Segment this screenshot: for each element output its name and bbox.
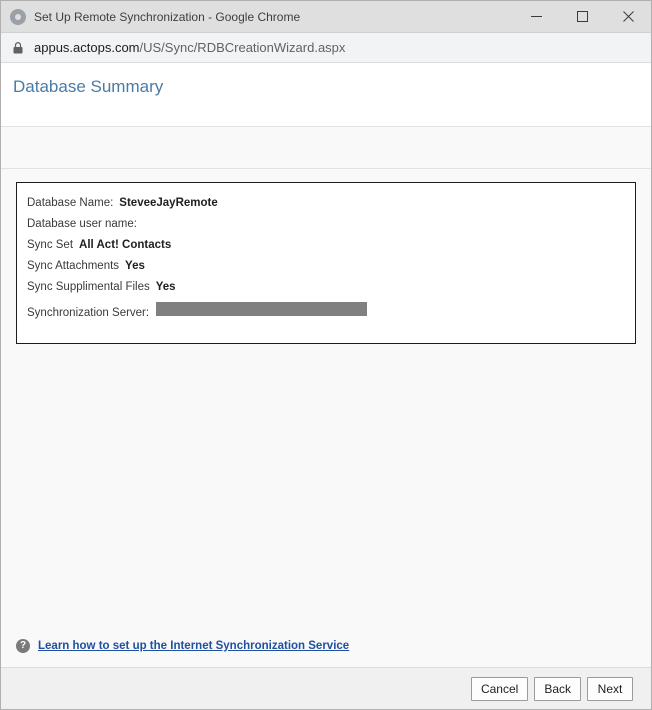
- summary-value: Yes: [125, 260, 145, 272]
- summary-label: Sync Set: [27, 239, 74, 251]
- page-title: Database Summary: [13, 77, 164, 96]
- summary-row: [27, 239, 635, 251]
- title-bar: [1, 1, 651, 33]
- lock-icon: [11, 41, 25, 55]
- chrome-logo-icon: [10, 9, 26, 25]
- summary-value: All Act! Contacts: [79, 239, 172, 251]
- summary-value: SteveeJayRemote: [119, 197, 218, 209]
- page-header: [1, 63, 651, 127]
- url-path: /US/Sync/RDBCreationWizard.aspx: [139, 40, 346, 55]
- address-bar[interactable]: [1, 33, 651, 63]
- database-summary-box: [16, 182, 636, 344]
- summary-label: Sync Supplimental Files: [27, 281, 150, 293]
- url-host: appus.actops.com: [34, 40, 140, 55]
- summary-row: [27, 260, 635, 272]
- summary-label: Database Name:: [27, 197, 114, 209]
- minimize-icon[interactable]: [513, 1, 559, 33]
- page-body: [1, 63, 651, 709]
- summary-label: Database user name:: [27, 218, 137, 230]
- next-button[interactable]: Next: [587, 677, 633, 701]
- summary-row: [27, 302, 635, 319]
- summary-label: Synchronization Server:: [27, 307, 150, 319]
- question-mark-icon: ?: [16, 639, 30, 653]
- back-button[interactable]: Back: [534, 677, 581, 701]
- wizard-button-bar: [1, 667, 651, 709]
- summary-row: [27, 218, 635, 230]
- page-content: [1, 169, 651, 667]
- url-text: [34, 40, 345, 55]
- summary-value: Yes: [155, 281, 176, 293]
- cancel-button[interactable]: Cancel: [471, 677, 528, 701]
- summary-label: Sync Attachments: [27, 260, 120, 272]
- window-controls: [513, 1, 651, 33]
- redacted-value: [156, 302, 367, 316]
- maximize-icon[interactable]: [559, 1, 605, 33]
- summary-row: [27, 281, 635, 293]
- close-icon[interactable]: [605, 1, 651, 33]
- summary-row: [27, 197, 635, 209]
- header-divider-band: [1, 127, 651, 169]
- sync-service-help-link[interactable]: Learn how to set up the Internet Synchronization Service: [38, 640, 350, 652]
- help-link-row: [16, 639, 349, 653]
- window-title: Set Up Remote Synchronization - Google Chrome: [34, 9, 301, 24]
